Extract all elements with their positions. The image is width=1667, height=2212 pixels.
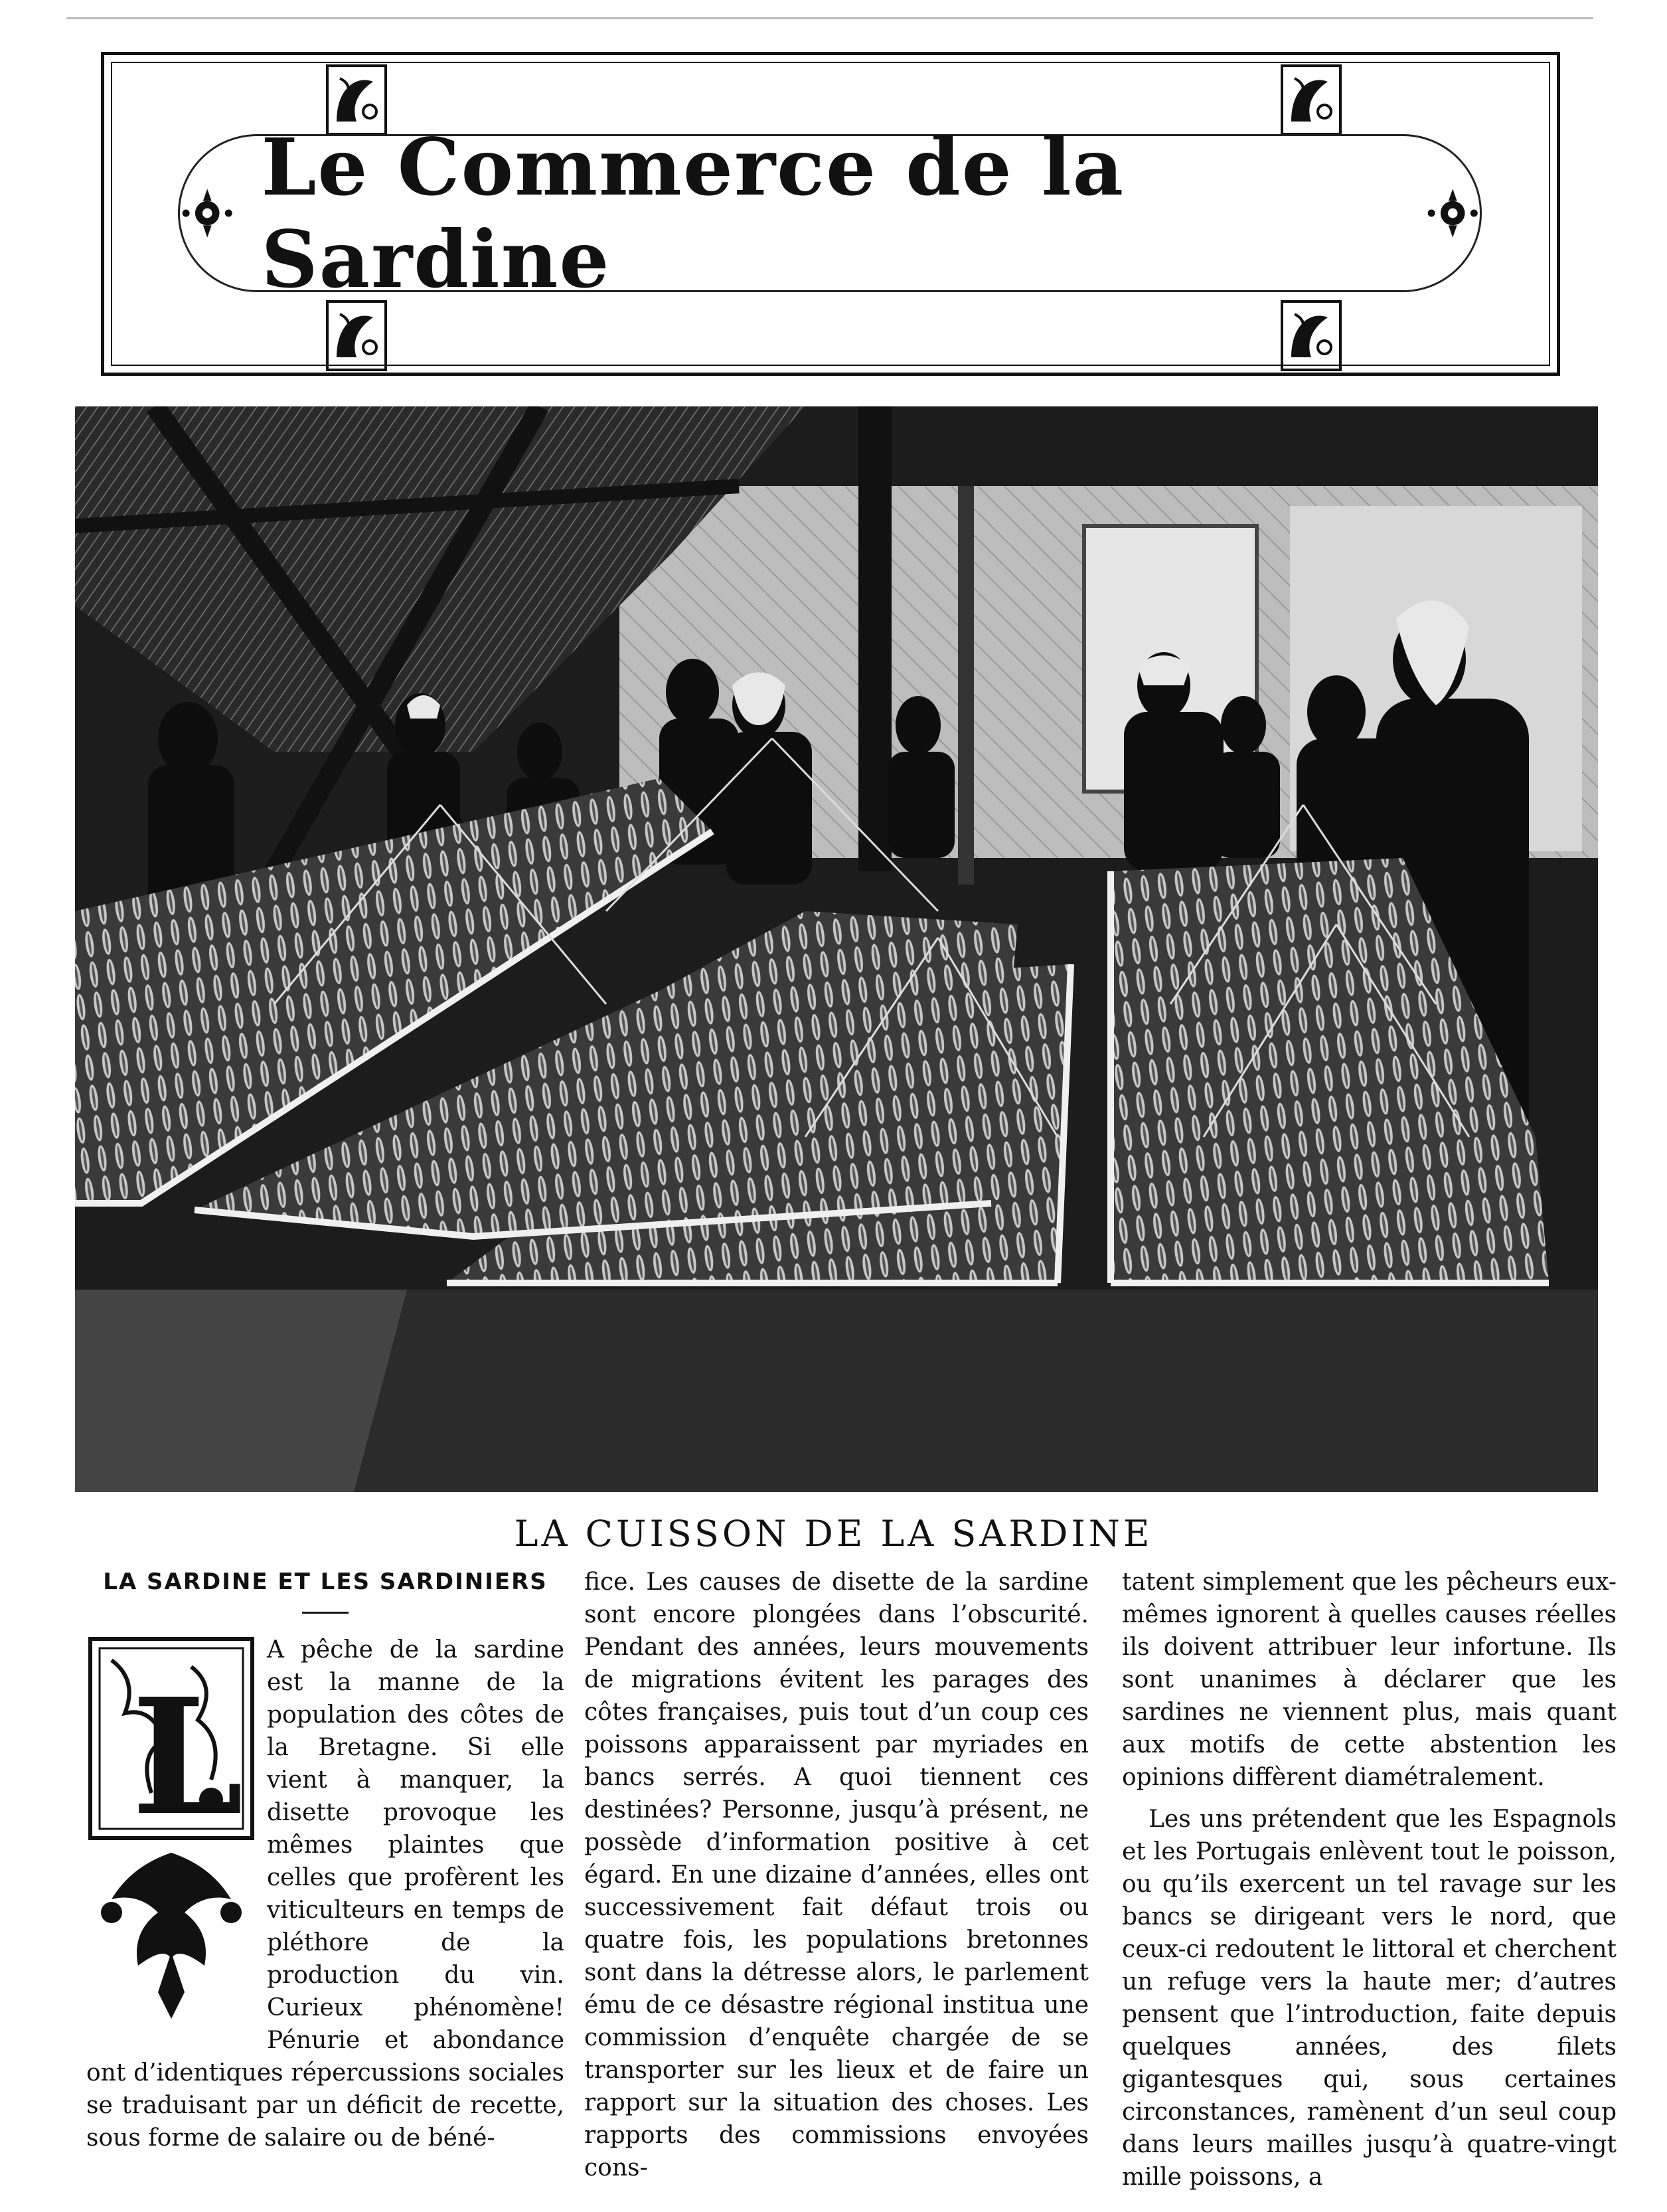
corner-ornament-bottom-right bbox=[1278, 298, 1344, 374]
article-column-2 bbox=[584, 1566, 1089, 2184]
article-column-1 bbox=[86, 1566, 564, 2154]
corner-ornament-bottom-left bbox=[323, 298, 390, 374]
section-rule bbox=[302, 1612, 349, 1614]
col1-paragraph: A pêche de la sardine est la manne de la population des côtes de la Bretagne. Si elle vient à manquer, la disette provoque les mêmes plaintes que celles que profèrent les viticulteurs en temps de pléthore de la production du vin. Curieux phénomène! Pénurie et abondance ont d’identiques répercussions sociales se traduisant par un déficit de recette, sous forme de salaire ou de béné- bbox=[86, 1636, 564, 2152]
col3-paragraph-2: Les uns prétendent que les Espagnols et les Portugais enlèvent tout le poisson, ou qu’ils exercent un tel ravage sur les bancs se dirigeant vers le nord, que ceux-ci redoutent le littoral et cherchent un refuge vers la haute mer; d’autres pensent que l’introduction, faite depuis quelques années, des filets gigantesques qui, sous certaines circonstances, ramènent d’un seul coup dans leurs mailles jusqu’à quatre-vingt mille poissons, a bbox=[1122, 1806, 1617, 2191]
top-rule bbox=[66, 17, 1593, 19]
photo-caption: LA CUISSON DE LA SARDINE bbox=[514, 1513, 1153, 1555]
page-title: Le Commerce de la Sardine bbox=[261, 121, 1125, 305]
article-column-3 bbox=[1122, 1566, 1617, 2193]
section-title: LA SARDINE ET LES SARDINIERS bbox=[103, 1569, 548, 1595]
drop-cap-l-ornament bbox=[85, 1634, 258, 2032]
col2-paragraph: fice. Les causes de disette de la sardine sont encore plongées dans l’obscurité. Pendant des années, leurs mouvements de migrations évitent les parages des côtes françaises, puis tout d’un coup ces poissons apparaissent par myriades en bancs serrés. A quoi tiennent ces destinées? Personne, jusqu’à présent, ne possède d’information positive à cet égard. En une dizaine d’années, elles ont successivement fait défaut trois ou quatre fois, les populations bretonnes sont dans la détresse alors, le parlement ému de ce désastre régional institua une commission d’enquête chargée de se transporter sur les lieux et de faire un rapport sur la situation des choses. Les rapports des commissions envoyées cons- bbox=[584, 1569, 1089, 2181]
title-oval bbox=[178, 121, 1482, 305]
sardine-cooking-engraving bbox=[75, 406, 1598, 1492]
drop-cap-letter: L bbox=[131, 1663, 244, 1851]
fleuron-left-icon bbox=[180, 183, 234, 243]
col3-paragraph-1: tatent simplement que les pêcheurs eux-mêmes ignorent à quelles causes réelles ils doivent attribuer leur infortune. Ils sont unanimes à déclarer que les sardines ne viennent plus, mais quant aux motifs de cette abstention les opinions diffèrent diamétralement. bbox=[1122, 1569, 1617, 1791]
fleuron-right-icon bbox=[1425, 183, 1480, 243]
